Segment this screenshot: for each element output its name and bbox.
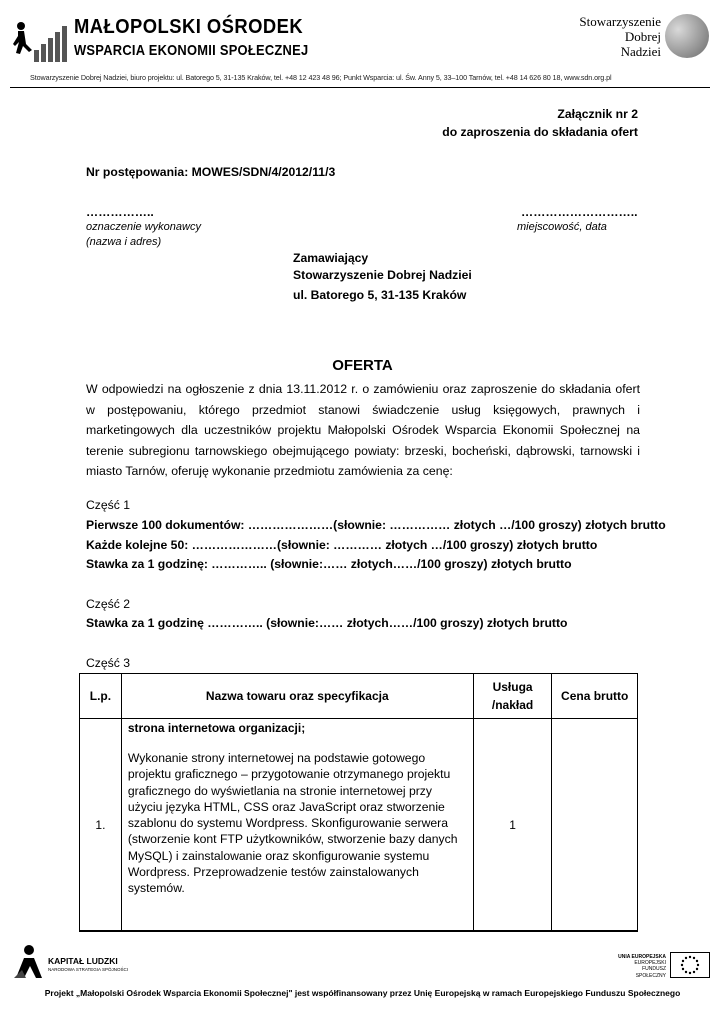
sdn-logo-line2: Dobrej xyxy=(624,29,661,44)
offer-paragraph: W odpowiedzi na ogłoszenie z dnia 13.11.2012 r. o zamówieniu oraz zaproszenie do składania ofert w postępowaniu, którego przedmiot stanowi świadczenie usług księgowych, prawnych i marketingowych dla uczestników projektu Małopolski Ośrodek Wsparcia Ekonomii Społecznej na terenie subregionu tarnowskiego obejmującego powiaty: brzeski, bocheński, dąbrowski, tarnowski i miasto Tarnów, oferuję wykonanie przedmiotu zamówienia za cenę: xyxy=(86,382,640,479)
row-spec xyxy=(121,719,473,931)
row-spec-title: strona internetowa organizacji; xyxy=(127,721,306,735)
eu-logo xyxy=(612,950,712,980)
eu-line2: EUROPEJSKI xyxy=(634,960,666,967)
footer-project-line: Projekt „Małopolski Ośrodek Wsparcia Ekonomii Społecznej" jest współfinansowany przez Unię Europejską w ramach Europejskiego Funduszu Społecznego xyxy=(44,988,681,998)
row-spec-description: Wykonanie strony internetowej na podstawie gotowego projektu graficznego – przygotowanie otrzymanego projektu graficznego do wyświetlania na stronie internetowej przy użyciu języka HTML, CSS oraz JavaScript oraz stworzenie szablonu do systemu Wordpress. Skonfigurowanie serwera (stworzenie kont FTP użytkowników, stworzenie bazy danych MySQL) i zainstalowanie oraz skonfigurowanie systemu Wordpress. Przeprowadzenie testów zainstalowanych systemów. xyxy=(127,751,458,896)
row-lp: 1. xyxy=(80,719,122,931)
header-divider xyxy=(10,87,710,88)
ordering-party-address: ul. Batorego 5, 31-135 Kraków xyxy=(293,288,467,302)
part1-line2: Każde kolejne 50: …………………(słownie: ………… złotych …/100 groszy) złotych brutto xyxy=(86,538,598,552)
part1-heading: Część 1 xyxy=(86,498,131,512)
sdn-circle-icon xyxy=(665,14,709,58)
ordering-party-title: Zamawiający xyxy=(293,251,369,265)
row-price xyxy=(552,719,638,931)
attachment-number: Załącznik nr 2 xyxy=(557,107,638,121)
eu-line1: UNIA EUROPEJSKA xyxy=(618,954,666,960)
col-header-service: Usługa /nakład xyxy=(473,674,552,719)
logo-left-line1: MAŁOPOLSKI OŚRODEK xyxy=(74,16,304,38)
part2-heading: Część 2 xyxy=(86,597,131,611)
sdn-logo-line1: Stowarzyszenie xyxy=(579,14,661,29)
eu-line3: FUNDUSZ SPOŁECZNY xyxy=(635,966,666,979)
attachment-subtitle: do zaproszenia do składania ofert xyxy=(442,125,638,139)
table-bottom-line xyxy=(79,931,638,932)
pricing-table xyxy=(79,673,638,931)
sdn-logo xyxy=(551,12,711,68)
eu-logo-text xyxy=(612,954,666,979)
eu-flag-icon xyxy=(670,952,710,978)
logo-left-line2: WSPARCIA EKONOMII SPOŁECZNEJ xyxy=(74,42,309,59)
part1-line1: Pierwsze 100 dokumentów: …………………(słownie: …………… złotych …/100 groszy) złotych brutto xyxy=(86,518,666,532)
kl-title: KAPITAŁ LUDZKI xyxy=(48,956,118,966)
col-header-lp: L.p. xyxy=(80,674,122,719)
part1-line3: Stawka za 1 godzinę: ………….. (słownie:…… złotych……/100 groszy) złotych brutto xyxy=(86,557,572,571)
table-header-row xyxy=(80,674,638,719)
sdn-logo-line3: Nadziei xyxy=(620,44,661,59)
kapital-ludzki-logo xyxy=(12,944,132,980)
sdn-logo-text xyxy=(579,14,661,59)
walking-figure-bars-icon xyxy=(12,20,72,64)
place-date-dots: ……………………….. xyxy=(521,205,638,219)
header-address-line: Stowarzyszenie Dobrej Nadziei, biuro projektu: ul. Batorego 5, 31-135 Kraków, tel. +48 12 423 48 96; Punkt Wsparcia: ul. Św. Anny 5, 33–100 Tarnów, tel. +48 14 626 80 18, www.sdn.org.pl xyxy=(30,73,612,82)
offer-title: OFERTA xyxy=(332,357,393,374)
kapital-ludzki-emblem-icon xyxy=(12,944,46,980)
kl-subtitle: NARODOWA STRATEGIA SPÓJNOŚCI xyxy=(48,967,129,972)
col-header-price: Cena brutto xyxy=(552,674,638,719)
col-header-name: Nazwa towaru oraz specyfikacja xyxy=(121,674,473,719)
row-service: 1 xyxy=(473,719,552,931)
ordering-party-name: Stowarzyszenie Dobrej Nadziei xyxy=(293,268,472,282)
contractor-label: oznaczenie wykonawcy xyxy=(86,221,201,233)
place-date-label: miejscowość, data xyxy=(517,221,607,233)
contractor-label-sub: (nazwa i adres) xyxy=(86,236,162,248)
part2-line1: Stawka za 1 godzinę ………….. (słownie:…… złotych……/100 groszy) złotych brutto xyxy=(86,616,568,630)
part3-heading: Część 3 xyxy=(86,656,131,670)
contractor-dots: …………….. xyxy=(86,205,154,219)
mowes-logo xyxy=(12,16,309,68)
procedure-number: Nr postępowania: MOWES/SDN/4/2012/11/3 xyxy=(86,165,336,179)
table-row xyxy=(80,719,638,931)
